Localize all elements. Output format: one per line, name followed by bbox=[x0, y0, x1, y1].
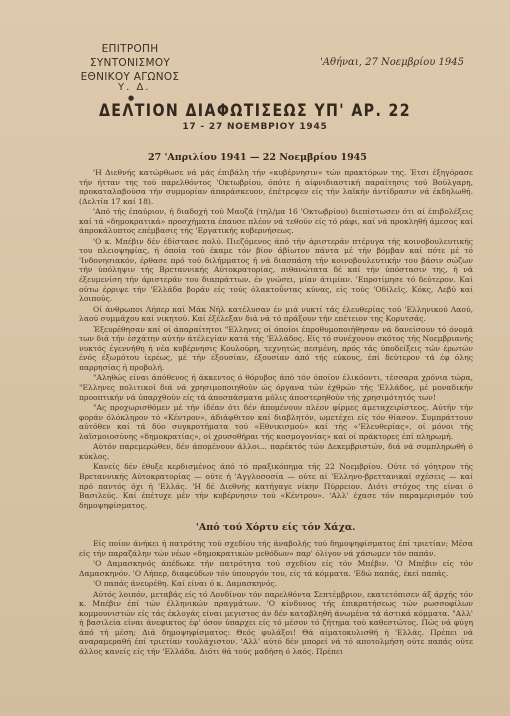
paragraph: 'Η Διεθνής κατώρθωσε νά μάς έπιβάλη τήν «κυβέρνησιν» τών πρακτόρων της. Έτσι έξηγόρασε τήν ήτταν της τού παρελθόντος 'Οκτωβρίου, όπότε ή αίφνιδιαστική παραίτησις τού Βούλγαρη, προκαταλαβούσα τήν συμμορίαν άπαράσκευον, έπέτρεψεν είς τήν λαϊκήν άντίδρασιν νά έκδηλωθή. (Δελτία 17 καί 18). bbox=[79, 168, 473, 206]
division-mark: Υ. Δ. bbox=[118, 82, 151, 93]
paragraph: Κανείς δέν έθυξε κερδισμένος άπό τό πραξικόπημα τής 22 Νοεμβρίου. Ούτε τό γόητρον τής Βρεταννικής Αύτοκρατορίας — ούτε ή 'Αγγλοσοσία — ούτε αί 'Ελληνο-βρεττανικαί σχέσεις — καί πρό παντός όχι ή 'Ελλάς. 'Η δέ Διεθνής κατήγαγε νίκην Πύρρειον. Διότι στόχος της είναι ό Βασιλεύς. Καί έπέτυχε μέν τήν κυβέρνησιν τού «Κέντρου». 'Αλλ' έχασε τόν παραμερισμόν τού δημοψηφίσματος. bbox=[79, 462, 473, 510]
section-body-1 bbox=[79, 168, 473, 511]
dateline: 'Αθήναι, 27 Νοεμβρίου 1945 bbox=[320, 57, 464, 68]
paragraph: 'Ο Δαμασκηνός άπέδωκε τήν πατρότητα τού σχεδίου είς τόν Μπέβιν. 'Ο Μπέβιν είς τόν Δαμασκηνόν. 'Ο Λήπερ, διαφεύδων τόν ύπουργόν του, είς τά κόμματα. 'Εδώ παπάς, έκεί παπάς. bbox=[79, 559, 473, 578]
section-body-2 bbox=[79, 539, 473, 658]
section-heading-2: 'Από τού Χόρτυ είς τόν Χάχα. bbox=[196, 522, 356, 533]
bullet-mark: ● bbox=[128, 94, 135, 102]
issuer-line-1: ΕΠΙΤΡΟΠΗ ΣΥΝΤΟΝΙΣΜΟΥ bbox=[89, 43, 171, 69]
paragraph: Οί άνθρωποι Λήπερ καί Μάκ Νήλ κατέλυσαν έν μιά νυκτί τάς έλευθερίας τού 'Ελληνικού Λαού, λαού συμμάχου καί νικητού. Καί έξέλεξαν διά νά τό πράξουν τήν επέτειον της Κορυτσάς. bbox=[79, 304, 473, 324]
bulletin-date-range: 17 - 27 ΝΟΕΜΒΡΙΟΥ 1945 bbox=[182, 122, 328, 132]
paragraph: "Αληθώς είναι άπόθενος ή άκκεντος ό θόρυβος άπό τόν όποίον έλικόοντι, τέσσαρα χρόνια τώρα, "Ελληνες πολιτικοί διά νά χρησιμοποιηθούν ώς όργανα τών έχθρών τής 'Ελλάδος, μέ μοναδικήν προοπτικήν νά ύπαρχθούν είς τά άποσπάσματα μόλις άποστερηθούν τής χρησιμότητός των! bbox=[79, 373, 473, 402]
paragraph: Αύτός λοιπόν, μεταβάς είς τό Λονδίνον τόν παρελθόντα Σεπτέμβριον, εκατετόπισεν άξ άρχής τόν κ. Μπέβιν έπί τών έλληνικών πραγμάτων. 'Ο κίνδυνος τής έπικρατήσεως τών ρωσσοφίλων κομμουνιστών είς τάς έκλογάς είναι μεγιστος άν δέν καταβληθή άνωμένα τά άστικά κόμματα. "Αλλ' ή βασιλεία είναι άνεφικτος έφ' όσον ύπαρχει είς τό μέσον τό ζήτημα τού καθεστώτος. Πώς νά φύγη άπό τή μέση; Διά δημοψηφίσματος: Θεός φυλάξοι! Θά αίματοκυλισθή ή 'Ελλάς. Πρέπει νά αναραμεραθή έπί τριετίαν τουλάχιστον. 'Αλλ' αύτό δέν μπορεί νά τό αποτολμήση ούτε παπάς ούτε άλλος κανείς είς τήν 'Ελλάδα. Διότι θά τούς μαδήση ό λαός. Πρέπει bbox=[79, 589, 473, 657]
paragraph: Είς ποίον άνήκει ή πατρότης τού σχεδίου τής άναβολής τού δημοψηφίσματος έπί τριετίαν; Μέσα είς τήν παραζάλην τών νέων «δημοκρατικών μεθόδων» παρ' όλίγον νά χάσωμεν τόν παπάν. bbox=[79, 539, 473, 558]
paragraph: Αύτόν παρεμερώθεν, δέν άπομένουν άλλοι... παρέκτός τών Δεκεμβριστών, διά νά συμπληρωθή ό κύκλος. bbox=[79, 442, 473, 461]
paragraph: "Ας προχωρισθόμεν μέ τήν ίδέαν ότι δέν άπομένουν πλέον φίρμες άμεταχειρίστεος. Αύτήν τήν φοράν όλόκληρον τό «Κέντρον», άδιάφθιτον καί διαβλητόν, ωμετέχει είς τόν θίασον. Συμπράττουν αύτόθεν καί τά δύο συγκροτήματα τού «Εθνικισμού» καί τής «'Ελευθερίας», οί μόνοι τής λαϊσμοιοσύνης «δημοκρατίας», οί χρυσοθήραι τής κοσμογονίας» καί οί πράκτορες έπί πληρωμή. bbox=[79, 403, 473, 441]
paragraph: 'Ο κ. Μπέβιν δέν έδίστασε πολύ. Πιεζόμενος άπό τήν άριστεράν πτέρυγα τής κοινοβουλευτικής του πλειοψηφίας, ή όποία τού έκαμε τόν βίον άβίωτον πάντα μέ τήν βόμβαν καί πότε μέ τό 'Ινδονησιακόν, έρθασε πρό τού διλήμματος ή νά διασπάση τήν κοινοβουλευτικήν του βάσιν σώζων τήν ύπόληψιν τής Βρεταννικής Αύτοκρατορίας, πιθανώτατα δέ καί τήν ύπόστασιν της, ή νά έξευμενίση τήν άριστεράν του διαπράττων, έν γνώσει, μίαν άτιμίαν. 'Επροτίμησε τό δεύτερον. Καί ούτω έρριψε τήν 'Ελλάδα βοράν είς τούς όλακτοΰντας κύνας, είς τούς 'Οδίλεϊς, Κόκς, Λεβύ καί λοιπούς. bbox=[79, 236, 473, 304]
issuer-line-2: ΕΘΝΙΚΟΥ ΑΓΩΝΟΣ bbox=[80, 71, 180, 83]
paragraph: 'Ο παπάς άνευρέθη. Καί είναι ό κ. Δαμασκηνός. bbox=[93, 579, 278, 589]
paragraph: 'Από τής έπαύριον, ή διαδοχή τού Μαυζά (τηλ/μα 16 'Οκτωβρίου) διεπίστωσεν ότι αί έπιβολέξεις καί τά «δημοκρατικά» προσχήματα έπαυσε πλέον νά τεθούν είς τό ράφι, καί νά προκληθή άμεσος καί άπροκάλυπτος επέμβασις τής 'Εργατικής κυβερνήσεως. bbox=[79, 207, 473, 236]
paragraph: Έξευρέθησαν καί οί άπαραίτητοι "Ελληνες οί όποίοι έπροθυμοποιήθησαν νά δανείσουν τό όνομά των διά τήν έσχάτην αύτήν άτέλεγίαν κατά τής 'Ελλάδος. Είς τό συνέχονον σκότος τής Νοεμβριανής νυκτός έγεννήθη ή νέα κυβέρνησις Κουλούρη, τεχνητώς πεσμένη, πρός τάς ύποδείξεις τών έρωτών ένός έξωμότου ίερέως, μέ τήν έξουσίαν, έξουσίαν άπό τής εύκους, έπί δεύτερον τά έφ όλης παρρησίας ή προβολή. bbox=[79, 324, 473, 372]
bulletin-title: ΔΕΛΤΙΟΝ ΔΙΑΦΩΤΙΣΕΩΣ ΥΠ' ΑΡ. 22 bbox=[98, 101, 412, 120]
issuer-block bbox=[62, 42, 198, 84]
section-heading-1: 27 'Απριλίου 1941 — 22 Νοεμβρίου 1945 bbox=[148, 152, 367, 163]
